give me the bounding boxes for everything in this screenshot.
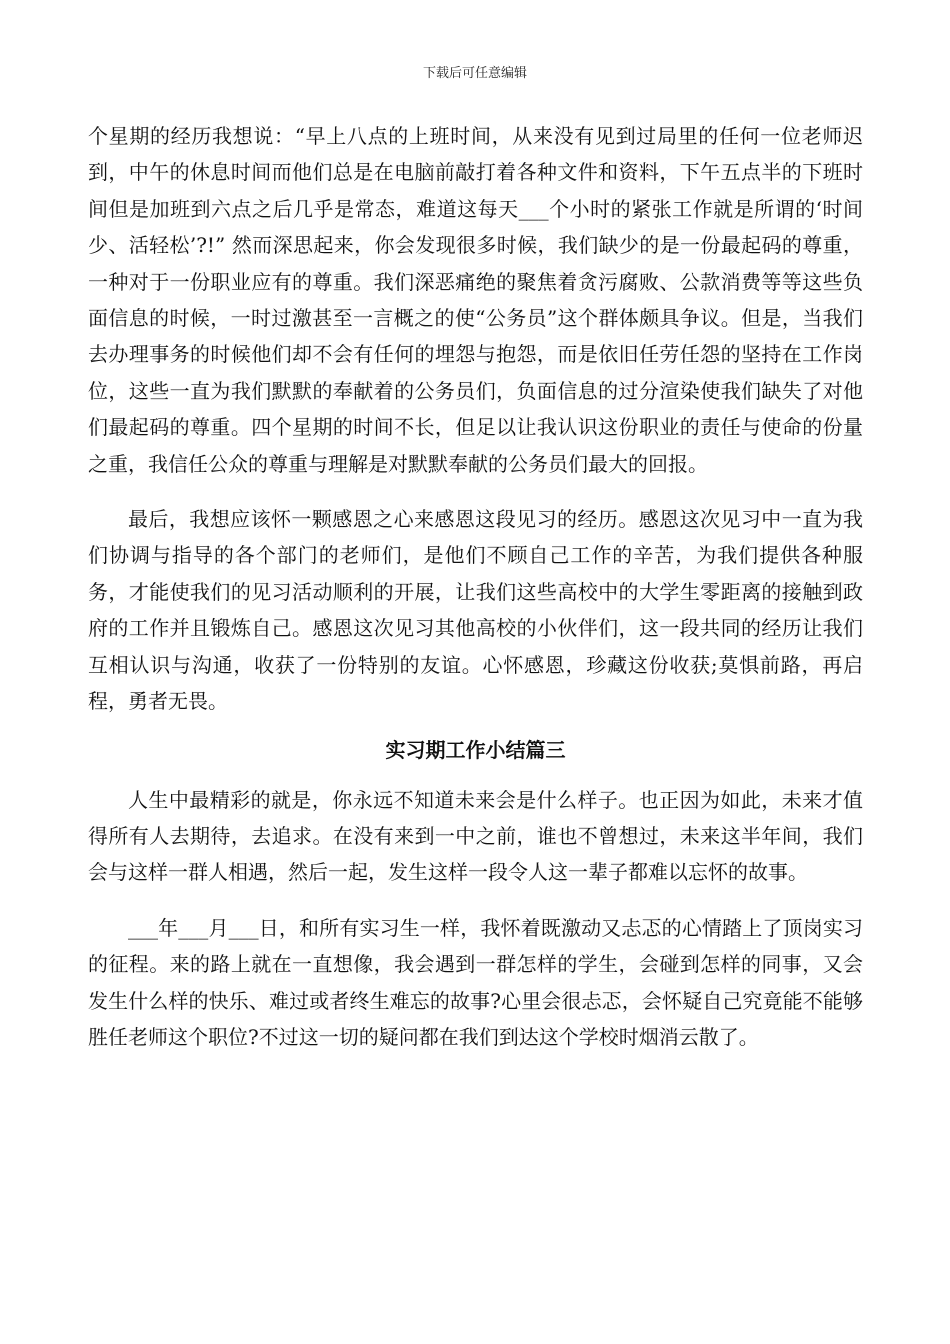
page-header: 下载后可任意编辑 [422,66,527,81]
paragraph-4: ___年___月___日，和所有实习生一样，我怀着既激动又忐忑的心情踏上了顶岗实习的征程。来的路上就在一直想像，我会遇到一群怎样的学生，会碰到怎样的同事，又会发生什么样的快乐、难过或者终生难忘的故事?心里会很忐忑，会怀疑自己究竟能不能够胜任老师这个职位?不过这一切的疑问都在我们到达这个学校时烟消云散了。 [88,915,863,1049]
paragraph-3: 人生中最精彩的就是，你永远不知道未来会是什么样子。也正因为如此，未来才值得所有人去期待，去追求。在没有来到一中之前，谁也不曾想过，未来这半年间，我们会与这样一群人相遇，然后一起，发生这样一段令人这一辈子都难以忘怀的故事。 [88,787,863,885]
paragraph-1: 个星期的经历我想说：“早上八点的上班时间，从来没有见到过局里的任何一位老师迟到，中午的休息时间而他们总是在电脑前敲打着各种文件和资料，下午五点半的下班时间但是加班到六点之后几乎是常态，难道这每天___个小时的紧张工作就是所谓的‘时间少、活轻松’?!” 然而深思起来，你会发现很多时候，我们缺少的是一份最起码的尊重，一种对于一份职业应有的尊重。我们深恶痛绝的聚焦着贪污腐败、公款消费等等这些负面信息的时候，一时过激甚至一言概之的使“公务员”这个群体颇具争议。但是，当我们去办理事务的时候他们却不会有任何的埋怨与抱怨，而是依旧任劳任怨的坚持在工作岗位，这些一直为我们默默的奉献着的公务员们，负面信息的过分渲染使我们缺失了对他们最起码的尊重。四个星期的时间不长，但足以让我认识这份职业的责任与使命的份量之重，我信任公众的尊重与理解是对默默奉献的公务员们最大的回报。 [88,124,863,476]
document-body [88,118,863,1055]
paragraph-2: 最后，我想应该怀一颗感恩之心来感恩这段见习的经历。感恩这次见习中一直为我们协调与指导的各个部门的老师们，是他们不顾自己工作的辛苦，为我们提供各种服务，才能使我们的见习活动顺利的开展，让我们这些高校中的大学生零距离的接触到政府的工作并且锻炼自己。感恩这次见习其他高校的小伙伴们，这一段共同的经历让我们互相认识与沟通，收获了一份特别的友谊。心怀感恩，珍藏这份收获;莫惧前路，再启程，勇者无畏。 [88,507,863,714]
section-title: 实习期工作小结篇三 [385,737,566,762]
